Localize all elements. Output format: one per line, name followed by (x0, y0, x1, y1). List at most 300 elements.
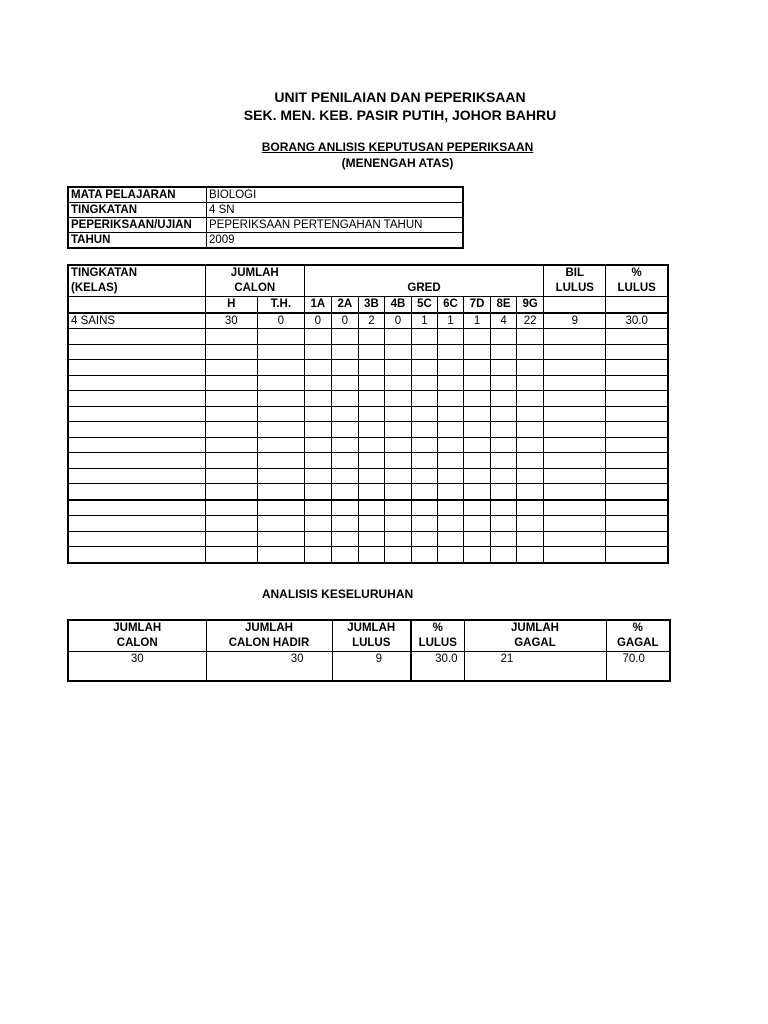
summary-h-gagal (464, 620, 606, 652)
empty-cell (606, 344, 668, 360)
empty-cell (304, 406, 331, 422)
col-pct-header-line1: % (631, 267, 642, 279)
row-bil-lulus: 9 (544, 313, 606, 329)
empty-cell (411, 468, 437, 484)
empty-cell (331, 468, 358, 484)
empty-cell (257, 453, 304, 469)
form-title (0, 139, 768, 155)
col-class-blank (68, 297, 205, 313)
year-value: 2009 (207, 233, 464, 249)
col-class-header (68, 265, 205, 297)
empty-cell (205, 547, 257, 563)
empty-cell (411, 360, 437, 376)
empty-cell (517, 329, 544, 345)
summary-h-hadir-line1: JUMLAH (245, 622, 293, 634)
info-row-subject (68, 187, 463, 203)
col-class-header-line2: (KELAS) (71, 282, 118, 294)
summary-total: 30 (68, 652, 206, 682)
empty-cell (544, 344, 606, 360)
empty-cell (304, 500, 331, 516)
empty-cell (257, 406, 304, 422)
info-row-exam (68, 218, 463, 233)
col-grade-5c: 5C (411, 297, 437, 313)
empty-cell (464, 500, 491, 516)
empty-cell (606, 531, 668, 547)
empty-cell (331, 422, 358, 438)
summary-gagal: 21 (464, 652, 606, 682)
empty-cell (68, 422, 205, 438)
summary-h-total-line2: CALON (116, 637, 158, 649)
empty-cell (358, 437, 384, 453)
empty-row (68, 329, 668, 345)
empty-cell (464, 360, 491, 376)
empty-cell (358, 344, 384, 360)
summary-h-hadir (206, 620, 332, 652)
empty-cell (606, 484, 668, 500)
empty-cell (437, 360, 463, 376)
empty-cell (544, 453, 606, 469)
empty-cell (68, 344, 205, 360)
empty-cell (411, 344, 437, 360)
col-pct-header (606, 265, 668, 297)
empty-cell (205, 406, 257, 422)
empty-cell (257, 516, 304, 532)
empty-cell (544, 500, 606, 516)
empty-cell (606, 422, 668, 438)
empty-row (68, 516, 668, 532)
empty-cell (358, 516, 384, 532)
empty-cell (517, 516, 544, 532)
summary-h-lulus-line1: JUMLAH (347, 622, 396, 634)
col-h-header: H (205, 297, 257, 313)
empty-cell (257, 344, 304, 360)
empty-cell (304, 344, 331, 360)
empty-cell (384, 531, 411, 547)
summary-h-total (68, 620, 206, 652)
subject-label: MATA PELAJARAN (68, 187, 207, 203)
empty-cell (464, 344, 491, 360)
col-grade-7d: 7D (464, 297, 491, 313)
empty-cell (606, 500, 668, 516)
empty-cell (606, 360, 668, 376)
empty-cell (437, 344, 463, 360)
empty-cell (205, 360, 257, 376)
empty-cell (437, 453, 463, 469)
empty-cell (491, 500, 517, 516)
empty-cell (491, 516, 517, 532)
empty-cell (606, 453, 668, 469)
empty-cell (358, 500, 384, 516)
empty-cell (517, 453, 544, 469)
empty-cell (68, 406, 205, 422)
empty-row (68, 437, 668, 453)
level-value: 4 SN (207, 203, 464, 218)
summary-data-row (68, 652, 670, 682)
empty-cell (358, 360, 384, 376)
summary-h-pct-lulus-line2: LULUS (418, 637, 457, 649)
col-class-header-line1: TINGKATAN (71, 267, 138, 279)
col-grade-8e: 8E (491, 297, 517, 313)
empty-row (68, 500, 668, 516)
empty-cell (411, 453, 437, 469)
row-g5c: 1 (411, 313, 437, 329)
empty-cell (358, 375, 384, 391)
col-grade-1a: 1A (304, 297, 331, 313)
empty-cell (358, 391, 384, 407)
row-g9g: 22 (517, 313, 544, 329)
empty-cell (491, 329, 517, 345)
row-h: 30 (205, 313, 257, 329)
empty-cell (304, 375, 331, 391)
empty-row (68, 360, 668, 376)
summary-h-hadir-line2: CALON HADIR (228, 637, 310, 649)
empty-cell (517, 547, 544, 563)
empty-cell (544, 422, 606, 438)
empty-cell (491, 375, 517, 391)
empty-cell (304, 547, 331, 563)
empty-cell (411, 516, 437, 532)
empty-cell (517, 437, 544, 453)
empty-cell (606, 468, 668, 484)
empty-cell (606, 437, 668, 453)
empty-cell (384, 484, 411, 500)
empty-cell (384, 547, 411, 563)
empty-row (68, 547, 668, 563)
empty-cell (464, 484, 491, 500)
empty-cell (331, 406, 358, 422)
level-label: TINGKATAN (68, 203, 207, 218)
empty-cell (544, 468, 606, 484)
empty-cell (358, 406, 384, 422)
col-grade-3b: 3B (358, 297, 384, 313)
summary-h-pct-lulus (411, 620, 464, 652)
empty-cell (384, 329, 411, 345)
row-g8e: 4 (491, 313, 517, 329)
empty-cell (304, 329, 331, 345)
summary-h-lulus (332, 620, 411, 652)
summary-h-gagal-line2: GAGAL (514, 637, 556, 649)
col-pct-header-line2: LULUS (617, 282, 656, 294)
empty-cell (331, 484, 358, 500)
empty-cell (331, 516, 358, 532)
empty-cell (544, 484, 606, 500)
summary-pct-lulus: 30.0 (411, 652, 464, 682)
empty-row (68, 422, 668, 438)
row-g1a: 0 (304, 313, 331, 329)
empty-row (68, 531, 668, 547)
empty-cell (257, 329, 304, 345)
empty-cell (257, 468, 304, 484)
row-g7d: 1 (464, 313, 491, 329)
empty-cell (205, 484, 257, 500)
empty-cell (411, 500, 437, 516)
col-grade-2a: 2A (331, 297, 358, 313)
row-th: 0 (257, 313, 304, 329)
empty-cell (68, 531, 205, 547)
empty-cell (606, 406, 668, 422)
empty-cell (68, 453, 205, 469)
empty-cell (411, 375, 437, 391)
empty-cell (257, 360, 304, 376)
empty-cell (606, 375, 668, 391)
col-bil-blank (544, 297, 606, 313)
col-bil-header-line2: LULUS (555, 282, 594, 294)
summary-h-pct-gagal (606, 620, 670, 652)
row-kelas: 4 SAINS (68, 313, 205, 329)
empty-cell (68, 375, 205, 391)
summary-h-gagal-line1: JUMLAH (511, 622, 559, 634)
empty-cell (544, 391, 606, 407)
empty-cell (437, 437, 463, 453)
empty-cell (437, 422, 463, 438)
empty-cell (437, 484, 463, 500)
empty-row (68, 406, 668, 422)
row-g6c: 1 (437, 313, 463, 329)
empty-cell (205, 375, 257, 391)
empty-cell (205, 344, 257, 360)
empty-rows (68, 329, 668, 563)
empty-cell (68, 360, 205, 376)
col-grade-6c: 6C (437, 297, 463, 313)
empty-cell (606, 329, 668, 345)
col-th-header: T.H. (257, 297, 304, 313)
col-bil-header (544, 265, 606, 297)
col-grade-9g: 9G (517, 297, 544, 313)
col-total-header-line1: JUMLAH (230, 267, 279, 279)
empty-cell (491, 344, 517, 360)
school-unit-title: UNIT PENILAIAN DAN PEPERIKSAAN (274, 89, 526, 105)
empty-cell (205, 453, 257, 469)
empty-cell (491, 468, 517, 484)
empty-cell (68, 516, 205, 532)
empty-cell (464, 531, 491, 547)
empty-cell (384, 391, 411, 407)
empty-cell (491, 391, 517, 407)
empty-cell (331, 360, 358, 376)
empty-cell (304, 453, 331, 469)
summary-table (67, 619, 671, 682)
form-title-text: BORANG ANLISIS KEPUTUSAN PEPERIKSAAN (261, 140, 534, 154)
row-g3b: 2 (358, 313, 384, 329)
empty-cell (491, 531, 517, 547)
empty-cell (304, 531, 331, 547)
empty-cell (517, 406, 544, 422)
empty-cell (257, 547, 304, 563)
empty-cell (68, 391, 205, 407)
col-bil-header-line1: BIL (565, 267, 585, 279)
empty-cell (205, 516, 257, 532)
row-g4b: 0 (384, 313, 411, 329)
empty-cell (411, 406, 437, 422)
empty-cell (257, 484, 304, 500)
empty-cell (437, 516, 463, 532)
summary-h-lulus-line2: LULUS (352, 637, 391, 649)
empty-cell (517, 468, 544, 484)
empty-cell (384, 406, 411, 422)
empty-cell (437, 406, 463, 422)
empty-cell (205, 329, 257, 345)
empty-cell (358, 547, 384, 563)
empty-cell (411, 531, 437, 547)
empty-cell (491, 453, 517, 469)
row-g2a: 0 (331, 313, 358, 329)
summary-h-total-line1: JUMLAH (113, 622, 162, 634)
empty-cell (358, 531, 384, 547)
empty-cell (544, 375, 606, 391)
empty-row (68, 484, 668, 500)
grade-header-row-3 (68, 297, 668, 313)
empty-cell (331, 500, 358, 516)
empty-cell (68, 500, 205, 516)
empty-cell (68, 484, 205, 500)
empty-cell (257, 422, 304, 438)
empty-cell (384, 500, 411, 516)
empty-cell (544, 547, 606, 563)
empty-cell (331, 453, 358, 469)
empty-cell (606, 516, 668, 532)
empty-cell (464, 329, 491, 345)
summary-pct-gagal: 70.0 (606, 652, 670, 682)
empty-cell (464, 468, 491, 484)
subject-value: BIOLOGI (207, 187, 464, 203)
empty-cell (384, 344, 411, 360)
empty-cell (384, 375, 411, 391)
empty-cell (517, 360, 544, 376)
empty-row (68, 391, 668, 407)
empty-cell (491, 360, 517, 376)
empty-cell (437, 500, 463, 516)
empty-cell (437, 547, 463, 563)
empty-cell (68, 437, 205, 453)
grade-data-row (68, 313, 668, 329)
empty-cell (491, 406, 517, 422)
empty-cell (331, 437, 358, 453)
empty-cell (304, 422, 331, 438)
empty-cell (304, 391, 331, 407)
empty-cell (464, 437, 491, 453)
empty-cell (517, 344, 544, 360)
empty-cell (205, 500, 257, 516)
empty-cell (517, 391, 544, 407)
summary-h-pct-gagal-line1: % (632, 622, 643, 634)
summary-h-pct-gagal-line2: GAGAL (616, 637, 659, 649)
empty-cell (384, 468, 411, 484)
exam-value: PEPERIKSAAN PERTENGAHAN TAHUN (207, 218, 464, 233)
empty-cell (411, 422, 437, 438)
empty-cell (437, 531, 463, 547)
empty-cell (437, 375, 463, 391)
empty-cell (517, 484, 544, 500)
empty-cell (464, 406, 491, 422)
empty-cell (257, 500, 304, 516)
empty-cell (384, 453, 411, 469)
empty-cell (68, 547, 205, 563)
empty-cell (411, 437, 437, 453)
grade-analysis-table (67, 264, 669, 564)
empty-cell (491, 437, 517, 453)
empty-cell (384, 360, 411, 376)
empty-cell (304, 484, 331, 500)
empty-cell (205, 437, 257, 453)
summary-hadir: 30 (206, 652, 332, 682)
empty-cell (464, 375, 491, 391)
info-row-year (68, 233, 463, 249)
empty-cell (257, 375, 304, 391)
empty-cell (437, 391, 463, 407)
empty-cell (411, 329, 437, 345)
col-pct-blank (606, 297, 668, 313)
empty-cell (358, 329, 384, 345)
empty-cell (491, 547, 517, 563)
empty-cell (358, 468, 384, 484)
empty-cell (331, 391, 358, 407)
empty-cell (384, 422, 411, 438)
empty-cell (517, 375, 544, 391)
empty-cell (517, 422, 544, 438)
exam-label: PEPERIKSAAN/UJIAN (68, 218, 207, 233)
summary-title: ANALISIS KESELURUHAN (261, 587, 414, 601)
col-total-header (205, 265, 304, 297)
empty-cell (544, 329, 606, 345)
empty-cell (257, 391, 304, 407)
col-total-header-line2: CALON (234, 282, 276, 294)
empty-row (68, 375, 668, 391)
empty-cell (464, 516, 491, 532)
empty-cell (411, 547, 437, 563)
empty-cell (437, 329, 463, 345)
empty-cell (464, 391, 491, 407)
empty-cell (205, 468, 257, 484)
empty-cell (358, 453, 384, 469)
empty-cell (68, 468, 205, 484)
empty-cell (304, 437, 331, 453)
col-grade-4b: 4B (384, 297, 411, 313)
empty-row (68, 468, 668, 484)
empty-cell (205, 422, 257, 438)
empty-cell (304, 516, 331, 532)
empty-cell (257, 531, 304, 547)
empty-cell (411, 391, 437, 407)
empty-cell (491, 484, 517, 500)
exam-info-table (67, 186, 464, 249)
empty-cell (606, 391, 668, 407)
empty-cell (517, 531, 544, 547)
col-gred-header: GRED (304, 265, 543, 297)
empty-cell (304, 360, 331, 376)
empty-cell (331, 375, 358, 391)
empty-cell (464, 547, 491, 563)
empty-cell (331, 547, 358, 563)
empty-cell (384, 516, 411, 532)
empty-cell (331, 344, 358, 360)
info-row-level (68, 203, 463, 218)
empty-cell (358, 484, 384, 500)
summary-header-row (68, 620, 670, 652)
empty-cell (491, 422, 517, 438)
empty-cell (544, 437, 606, 453)
empty-cell (358, 422, 384, 438)
empty-cell (544, 516, 606, 532)
year-label: TAHUN (68, 233, 207, 249)
empty-row (68, 344, 668, 360)
empty-cell (205, 391, 257, 407)
empty-cell (464, 422, 491, 438)
empty-cell (68, 329, 205, 345)
row-pct-lulus: 30.0 (606, 313, 668, 329)
empty-cell (331, 531, 358, 547)
school-name-title: SEK. MEN. KEB. PASIR PUTIH, JOHOR BAHRU (243, 107, 557, 123)
empty-row (68, 453, 668, 469)
